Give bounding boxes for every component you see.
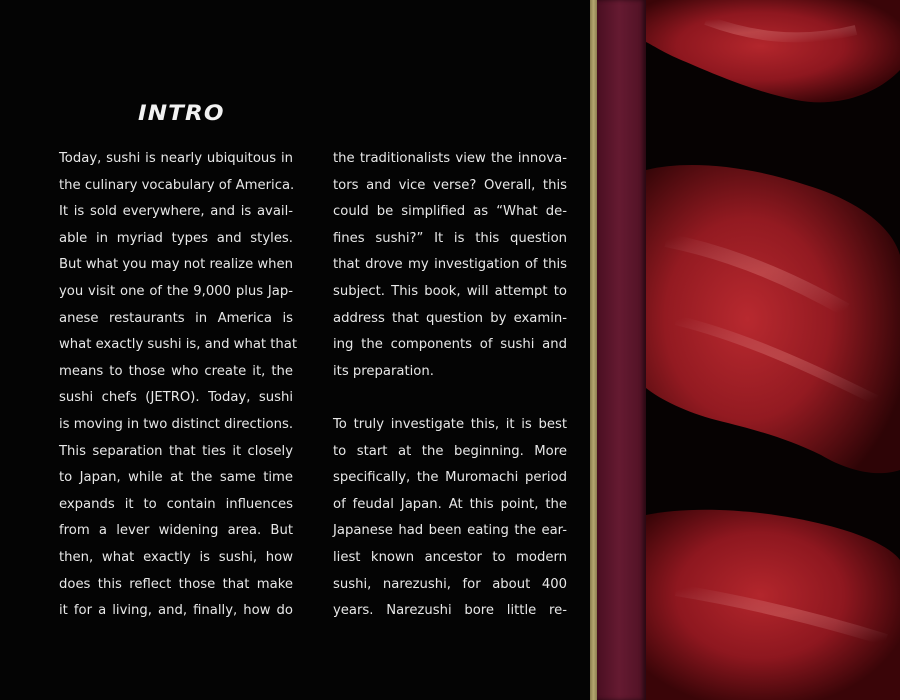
text-line: is moving in two distinct directions. (59, 416, 294, 432)
text-line: It is sold everywhere, and is avail- (59, 204, 293, 220)
text-line: This separation that ties it closely (59, 443, 293, 459)
text-line: to start at the beginning. More (333, 443, 567, 459)
text-line: its preparation. (333, 363, 434, 379)
text-line: then, what exactly is sushi, how (59, 549, 293, 565)
text-line: able in myriad types and styles. (59, 230, 293, 246)
text-line: that drove my investigation of this (333, 257, 567, 273)
maroon-spine-band (597, 0, 646, 700)
text-line: you visit one of the 9,000 plus Jap- (59, 283, 293, 299)
text-line: But what you may not realize when (59, 257, 293, 273)
chapter-title: INTRO (138, 101, 225, 125)
text-line: fines sushi?” It is this question (333, 230, 567, 246)
text-line: the culinary vocabulary of America. (59, 177, 295, 193)
text-line: the traditionalists view the innova- (333, 151, 567, 166)
text-line: could be simplified as “What de- (333, 204, 567, 220)
text-line: sushi chefs (JETRO). Today, sushi (59, 390, 293, 406)
text-line: subject. This book, will attempt to (333, 283, 567, 299)
text-line: to Japan, while at the same time (59, 470, 293, 486)
text-line: sushi, narezushi, for about 400 (333, 576, 567, 592)
text-line: years. Narezushi bore little re- (333, 603, 567, 619)
text-line: expands it to contain influences (59, 496, 293, 512)
text-line: address that question by examin- (333, 310, 567, 326)
text-line: means to those who create it, the (59, 363, 293, 379)
text-line: ing the components of sushi and (333, 337, 567, 353)
text-line: of feudal Japan. At this point, the (333, 496, 567, 512)
text-line: from a lever widening area. But (59, 523, 293, 539)
text-line: does this reflect those that make (59, 576, 293, 592)
gold-accent-strip (590, 0, 597, 700)
text-line: specifically, the Muromachi period (333, 470, 567, 486)
text-line: Japanese had been eating the ear- (333, 523, 567, 539)
text-line: Today, sushi is nearly ubiquitous in (59, 151, 293, 166)
right-text-column (333, 146, 567, 625)
text-line: To truly investigate this, it is best (333, 416, 567, 432)
left-text-column (59, 146, 298, 625)
sushi-photo (646, 0, 900, 700)
text-line: it for a living, and, finally, how do (59, 603, 293, 619)
text-line: liest known ancestor to modern (333, 549, 567, 565)
paragraph-gap (333, 385, 567, 412)
text-line: anese restaurants in America is (59, 310, 293, 326)
text-line: what exactly sushi is, and what that (59, 337, 298, 353)
text-line: tors and vice verse? Overall, this (333, 177, 567, 193)
